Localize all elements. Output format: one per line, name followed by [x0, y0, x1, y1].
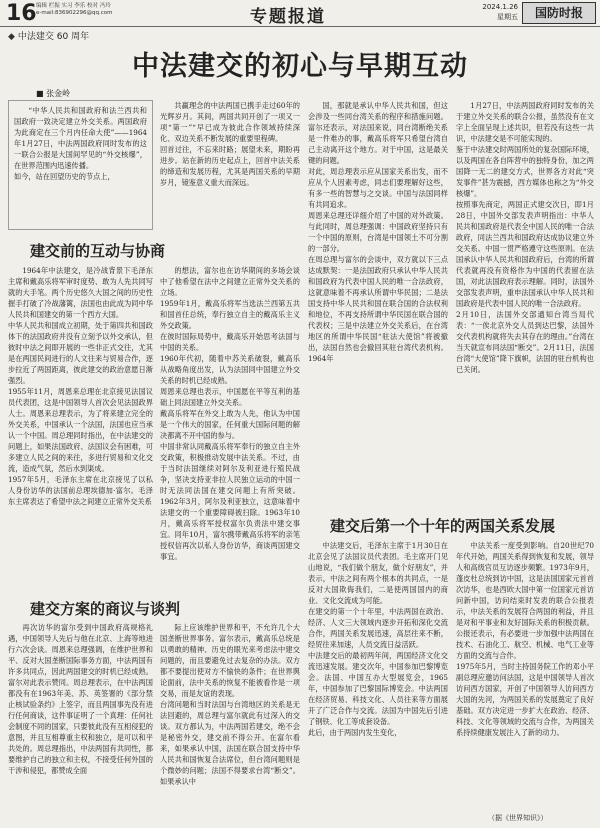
article-column	[160, 265, 300, 595]
article-column	[8, 622, 153, 810]
byline: ■ 张金岭	[36, 89, 71, 98]
paragraph: 的想法，富尔也在访华期间的多场会谈中了他希望在法中之间建立正常外交关系的立场。 1959年1月，戴高乐将军当选法兰西第五共和国首任总统，奉行独立自主的戴高乐主义外交政策。 在彼时国际局势中，戴高乐开始思考法国与中国的关系。 1960年代初，随着中苏关系破裂，戴高乐从战略角度出发，认为法国同中国建立外交关系的时机已经成熟。 周恩来总理也表示，中国愿在平等互利的基础上同法国建立外交关系。 戴高乐将军在外交上敢为人先，他认为中国是一个伟大的国家，任何重大国际问题的解决都离不开中国的参与。 中国非常认同戴高乐将军奉行的独立自主外交政策，积极推动发展中法关系。不过，由于当时法国继续对阿尔及利亚进行殖民战争，坚决支持亚非拉人民独立运动的中国一时无法同法国在建交问题上有所突破。1962年3月，阿尔及利亚独立，这意味着中法建交的一个重要障碍被扫除。1963年10月，戴高乐将军授权富尔负责法中建交事宜。同年10月，富尔携带戴高乐将军的亲笔授权信再次以私人身份访华，商谈两国建交事宜。	[160, 266, 300, 561]
article-column	[160, 100, 300, 230]
subhead-negotiation: 建交方案的商议与谈判	[30, 600, 181, 618]
article-column	[160, 622, 300, 810]
series-text: 中法建交 60 周年	[17, 32, 90, 42]
source-note: （据《世界知识》）	[488, 814, 548, 822]
lead-paragraph: “中华人民共和国政府和法兰西共和国政府一致决定建立外交关系。两国政府为此商定在三个月内任命大使”——1964年1月27日，中法两国政府同时发布的这一联合公报是大国间罕见的“外交核爆”，在世界范围内迅速传播。 如今，站在回望历史的节点上，	[14, 106, 147, 181]
date: 2024.1.26	[482, 3, 518, 11]
subhead-interaction: 建交前的互动与协商	[30, 242, 166, 260]
diamond-icon: ◆	[8, 32, 15, 42]
email-line: e-mail:836902296@qq.com	[36, 10, 113, 16]
article-column	[308, 100, 448, 508]
paragraph: 共赢理念的中法两国已携手走过60年的光辉岁月。其间，两国共同开创了一项又一项“第一”“早已成为彼此合作领域持续深化、双边关系不断发展的重要里程碑。 回首过往，不忘来时路；展望未来，期盼再进步。站在新的历史起点上，回首中法关系的缔造和发展历程，尤其是两国关系的早期岁月，镜鉴意义重大而深远。	[160, 101, 300, 187]
series-label	[8, 29, 89, 42]
newspaper-logo: 国防时报	[522, 2, 596, 24]
paragraph: 再次访华的富尔受到中国政府高规格礼遇，中国领导人先后与他在北京、上海等地进行六次会谈。周恩来总理强调，在维护世界和平、反对大国垄断国际事务方面，中法两国有许多共同点，因此两国建交的时机已经成熟。富尔对此表示赞同。周总理表示，在中法两国都没有在1963年美、苏、英签署的《部分禁止核试验条约》上签字，而且两国事先没有进行任何商谈，这件事证明了一个真理：任何社会制度不同的国家，只要彼此没有互相侵犯的意图，并且互相尊重主权和独立，是可以和平共处的。周总理指出，中法两国有共同性，都要维护自己的独立和主权，不接受任何外国的干涉和侵犯，都赞成全面	[8, 623, 153, 775]
article-column	[456, 100, 594, 508]
paragraph: 1964年中法建交，是冷战背景下毛泽东主席和戴高乐将军审时度势、敢为人先共同写就的大手笔。两个历史悠久大国之间的历史性握手打破了冷战藩篱，法国也由此成为同中华人民共和国建交的第一个西方大国。 中华人民共和国成立初期，处于第四共和国政体下的法国政府并没有立刻予以外交承认，但彼时中法之间即开展的一些非正式交往，尤其是在两国民间进行的人文往来与贸易合作，逐步拉近了两国距离，彼此建交的政治意愿日渐强烈。 1955年11月，周恩来总理在北京接见法国议员代表团，这是中国领导人首次会见法国政界人士。周恩来总理表示，为了将来建立完全的外交关系，中国承认一个法国，法国也应当承认一个中国。周总理同时指出，在中法建交的问题上，如果法国政府、法国议会有困难，可多建立人民之间的来往，多进行贸易和文化交流，造成气氛，然后水到渠成。 1957年5月，毛泽东主席在北京接见了以私人身份访华的法国前总理埃德加·富尔。毛泽东主席表达了希望中法之间建立正常外交关系	[8, 266, 153, 506]
headline: 中法建交的初心与早期互动	[132, 51, 468, 82]
page-number: 16	[6, 1, 37, 26]
paragraph: 中法建交后，毛泽东主席于1月30日在北京会见了法国议员代表团。毛主席开门见山地说，“我们做个朋友，做个好朋友”，并表示，中法之间有两个根本的共同点，一是反对大国欺侮我们，二是使两国国内的商业、文化交流成为可能。 在建交的第一个十年里，中法两国在政治、经济、人文三大领域内逐步开拓和深化交流合作，两国关系发展迅速，高层往来不断，经贸往来加速，人员交流日益活跃。 中法建交后的最初两年间，两国经济文化交流迅速发展。建交次年，中国参加巴黎博览会。法国、中国互办大型展览会，1965年，中国参加了巴黎国际博览会。中法两国在经济贸易、科技文化、人员往来等方面展开了广泛合作与交流。法国为中国先后引进了钢铁、化工等成套设备。 此后，由于两国内发生变化，	[308, 541, 448, 737]
article-column	[308, 540, 448, 810]
editors-info	[36, 3, 112, 17]
paragraph: 中法关系一度受到影响。自20世纪70年代开始，两国关系得到恢复和发展，领导人和高级官员互访逐步频繁。1973年9月，蓬皮杜总统到访中国，这是法国国家元首首次访华，也是西欧大国中第一位国家元首访问新中国，访问结束时发表的联合公报表示，中法关系的发展符合两国的利益，并且是对和平事业和友好国际关系的积极贡献。公报还表示，有必要进一步加强中法两国在技术、石油化工、航空、机械、电气工业等方面的交流与合作。 1975年5月，当时主持国务院工作的邓小平副总理应邀访问法国，这是中国领导人首次访问西方国家，开创了中国领导人访问西方大国的先河，为两国关系的发展奠定了良好基础。双方决定进一步扩大在政治、经济、科技、文化等领域的交流与合作，为两国关系持续健康发展注入了新的动力。	[456, 541, 594, 737]
editors-line: 编辑 栏振 实习 李乐 校对 冯玲	[36, 3, 111, 9]
paragraph: 国，那就是承认中华人民共和国，但这会涉及一些同台湾关系的程序和措施问题。富尔还表示，对法国来说，同台湾断绝关系是一件难办的事，戴高乐将军只希望台湾自己主动离开这个地方。对于中国，这是最关键的问题。 对此，周总理表示应从国家关系出发，而不应从个人因素考虑，同志们要理解好这些，有多一些的智慧与之交谈。中国与法国同样有共同追求。 周恩来总理还详细介绍了中国的对外政策。与此同时，周总理强调：中国政府坚持只有一个中国的原则，台湾是中国领土不可分割的一部分。 在周总理与富尔的会谈中，双方就以下三点达成默契：一是法国政府只承认中华人民共和国政府为代表中国人民的唯一合法政府，这就意味着不再承认所谓中华民国；二是法国支持中华人民共和国在联合国的合法权利和地位，不再支持所谓中华民国在联合国的代表权；三是中法建立外交关系后，在台湾地区的所谓中华民国“驻法大使馆”将被撤出，法国自然也会撤回其驻台湾代表机构。1964年	[308, 101, 448, 363]
masthead	[0, 0, 600, 27]
weekday: 星期五	[497, 13, 518, 21]
paragraph: 1月27日，中法两国政府同时发布的关于建立外交关系的联合公报，虽然没有在文字上全面呈现上述共识，但若没有这些一共识，中法建交是不可能实现的。 鉴于中法建交时两国所处的复杂国际环境，以及两国在各自阵营中的独特身份，加之两国降一无二的建交方式，世界各方对此“突发事件”甚为震撼，西方媒体也称之为“外交核爆”。 按照事先商定，两国正式建交次日，即1月28日，中国外交部发表声明指出：中华人民共和国政府是代表全中国人民的唯一合法政府，同法兰西共和国政府达成协议建立外交关系。中国一贯严格遵守这些原则。在法国承认中华人民共和国政府后，台湾的所谓代表就再没有资格作为中国的代表留在法国，对此法国政府表示理解。同时，法国外交部发表声明，重申法国承认中华人民共和国政府是代表中国人民的唯一合法政府。 2月10日，法国外交部通知台湾当局代表：“一俟北京外交人员到达巴黎，法国外交代表机构就将失去其存在的理由。”台湾在当天就宣布同法国“断交”。2月11日，法国台湾“大使馆”降下旗帜，法国的驻台机构也已关闭。	[456, 101, 594, 374]
subhead-first-decade: 建交后第一个十年的两国关系发展	[330, 517, 556, 535]
article-column	[456, 540, 594, 810]
article-column	[8, 265, 153, 595]
lead-box	[8, 100, 153, 230]
paragraph: 际上应该维护世界和平，不允许几个大国垄断世界事务。富尔表示，戴高乐总统是以勇敢的精神、历史的眼光来考虑法中建交问题的，而且要避免过去复杂的办法。双方都不要提出使对方不愉快的条件；在世界舆论面前，法中关系的恢复不能被看作是一项交易，而是友谊的表现。 台湾问题和当时法国与台湾地区的关系是无法回避的，周总理与富尔就此有过深入的交谈。双方都认为，中法两国若建交，绝不会是秘密外交，建交前不得公开。在富尔看来，如果承认中国，法国在联合国支持中华人民共和国恢复合法席位，但台湾问题则是个微妙的问题；法国不得要求台湾“断交”。如果承认中	[160, 623, 300, 786]
section-title: 专题报道	[250, 7, 326, 27]
date-block	[458, 2, 518, 22]
